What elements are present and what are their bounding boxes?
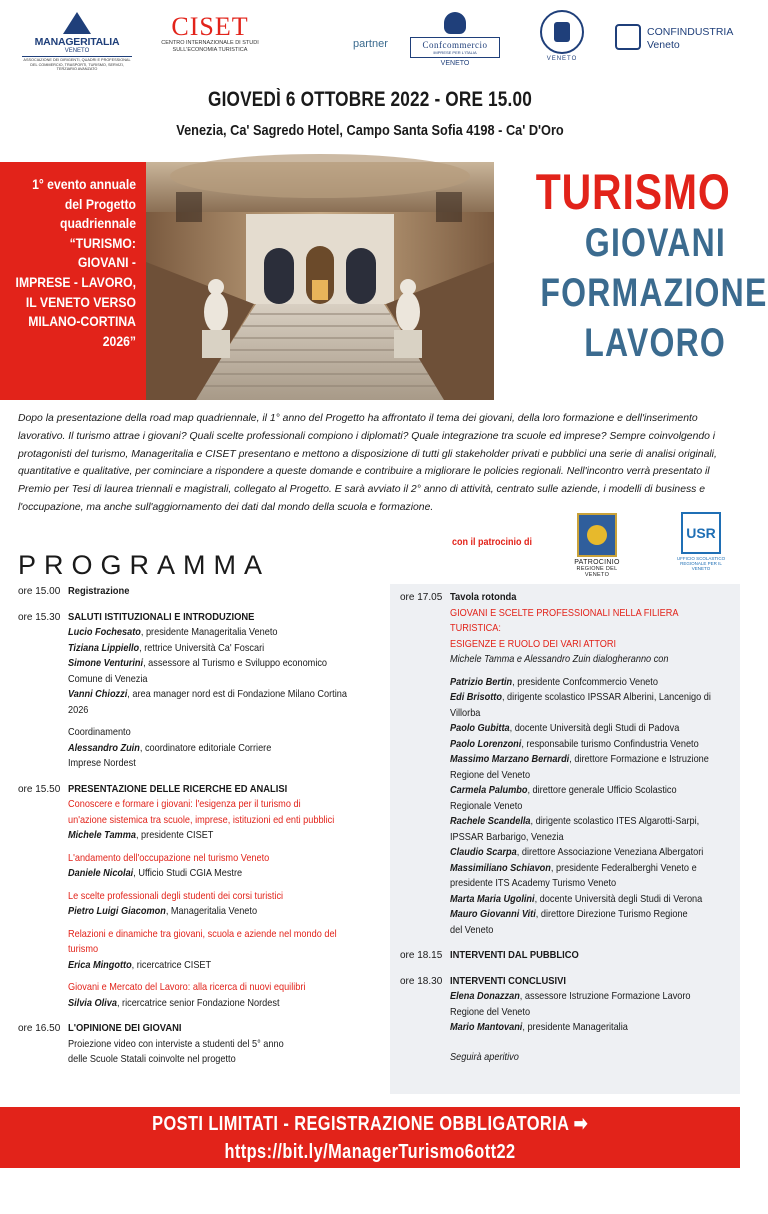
program-heading: Registrazione <box>68 586 130 597</box>
federalberghi-region: VENETO <box>546 56 578 62</box>
program-time: ore 15.30 <box>18 611 61 623</box>
program-entry <box>18 610 390 772</box>
project-description-line: IL VENETO VERSO <box>25 294 137 311</box>
speaker-name: Mario Mantovani <box>450 1022 523 1033</box>
spacer <box>68 973 390 980</box>
manageritalia-triangle-icon <box>63 12 91 34</box>
speaker-line <box>450 675 724 691</box>
project-description-line: del Progetto <box>64 196 136 213</box>
speaker-name: Silvia Oliva <box>68 997 117 1009</box>
speaker-line <box>68 641 390 657</box>
project-description-line: GIOVANI - <box>77 255 136 272</box>
speaker-role: , presidente Manageritalia Veneto <box>140 627 278 638</box>
speaker-role: , area manager nord est di Fondazione Milano Cortina <box>127 689 347 700</box>
program-text: Coordinamento <box>68 727 131 738</box>
speaker-name: Massimiliano Schiavon <box>450 862 551 874</box>
speaker-line <box>68 904 390 920</box>
speaker-name: Simone Venturini <box>68 658 144 669</box>
spacer <box>450 668 724 675</box>
program-text: Regione del Veneto <box>450 769 531 781</box>
talk-title: GIOVANI E SCELTE PROFESSIONALI NELLA FILIERA TURISTICA: <box>450 607 678 634</box>
speaker-line <box>68 656 390 672</box>
registration-banner <box>0 1107 740 1211</box>
speaker-name: Carmela Palumbo <box>450 785 528 796</box>
confcommercio-name: Confcommercio <box>422 40 488 50</box>
speaker-line <box>450 907 724 923</box>
speaker-role: , Ufficio Studi CGIA Mestre <box>133 868 243 879</box>
speaker-line <box>450 721 724 737</box>
program-time: ore 15.50 <box>18 783 61 795</box>
ciset-logo <box>160 14 260 54</box>
program-title: PROGRAMMA <box>18 550 271 580</box>
palazzo-staircase-photo <box>146 162 494 400</box>
speaker-role: , presidente Manageritalia <box>522 1022 628 1033</box>
speaker-role: , direttore Direzione Turismo Regione <box>535 909 688 920</box>
partner-label: partner <box>353 38 388 50</box>
program-time: ore 18.30 <box>400 975 443 987</box>
speaker-role: , direttore generale Ufficio Scolastico <box>527 785 677 796</box>
program-heading: L'OPINIONE DEI GIOVANI <box>68 1023 182 1034</box>
project-description-line: “TURISMO: <box>69 235 136 252</box>
project-description-line: 2026” <box>102 333 136 350</box>
program-heading: Tavola rotonda <box>450 592 517 603</box>
spacer <box>68 844 390 851</box>
speaker-line <box>68 996 390 1012</box>
project-description-line: MILANO-CORTINA <box>28 314 137 331</box>
project-description-text <box>7 176 136 352</box>
lion-shield-icon <box>577 513 617 557</box>
speaker-role: , dirigente scolastico ITES Algarotti-Sarpi, <box>530 816 700 827</box>
spacer <box>450 1036 724 1043</box>
speaker-name: Marta Maria Ugolini <box>450 893 535 905</box>
federalberghi-seal-icon <box>540 10 584 54</box>
speaker-line <box>450 690 724 706</box>
program-heading: SALUTI ISTITUZIONALI E INTRODUZIONE <box>68 611 255 623</box>
registration-link[interactable]: POSTI LIMITATI - REGISTRAZIONE OBBLIGATORIA ➡ https://bit.ly/ManagerTurismo6ott22 <box>152 1113 588 1163</box>
title-giovani: GIOVANI <box>584 221 726 265</box>
speaker-role: , assessore al Turismo e Sviluppo economico <box>143 658 328 669</box>
program-text: Comune di Venezia <box>68 673 148 685</box>
speaker-name: Paolo Gubitta <box>450 723 510 734</box>
usr-name: UFFICIO SCOLASTICO REGIONALE PER IL VENETO <box>676 556 726 571</box>
speaker-role: , docente Università degli Studi di Padova <box>509 723 680 734</box>
confindustria-region: Veneto <box>647 39 680 51</box>
speaker-line <box>450 737 724 753</box>
talk-title: turismo <box>68 944 99 955</box>
program-entry <box>400 590 724 938</box>
program-entry <box>18 782 390 1012</box>
speaker-name: Paolo Lorenzoni <box>450 738 522 750</box>
talk-title: Relazioni e dinamiche tra giovani, scuola e aziende nel mondo del <box>68 928 337 940</box>
manageritalia-region: VENETO <box>64 48 90 54</box>
program-left-column <box>0 584 390 1078</box>
title-formazione: FORMAZIONE <box>540 271 768 315</box>
confindustria-symbol-icon <box>615 24 641 50</box>
project-description-line: quadriennale <box>60 216 136 233</box>
title-lavoro: LAVORO <box>584 321 726 365</box>
talk-title: un'azione sistemica tra scuole, imprese, istituzioni ed enti pubblici <box>68 814 335 826</box>
spacer <box>68 920 390 927</box>
speaker-line <box>68 958 390 974</box>
talk-title: ESIGENZE E RUOLO DEI VARI ATTORI <box>450 638 617 650</box>
ciset-line1: CENTRO INTERNAZIONALE DI STUDI <box>161 40 259 46</box>
program-heading: INTERVENTI CONCLUSIVI <box>450 975 566 987</box>
speaker-line <box>68 828 390 844</box>
speaker-line <box>450 845 724 861</box>
intro-paragraph: Dopo la presentazione della road map quadriennale, il 1° anno del Progetto ha affrontato il tema dei giovani, della loro formazione e dell'inserimento lavorativo. Il turismo attrae i giovani? Quali scelte professionali compiono i diplomati? Quale integrazione tra scuole ed imprese? Sempre coinvolgendo i protagonisti del turismo, Manageritalia e CISET presentano e mettono a disposizione di tutti gli stakeholder privati e pubblici una serie di analisi originali, quantitative e qualitative, per cominciare a rispondere a queste domande e contribuire a migliorare le policies regionali. Nell'incontro verrà presentato il Premio per Tesi di laurea triennali e magistrali, collegato al Progetto. E sarà avviato il 2° anno di attività, centrato sulle aziende, i modelli di business e l'occupazione, ma anche sull'aggiornamento dei dati dal mondo della scuola e formazione. <box>18 413 717 513</box>
speaker-name: Elena Donazzan <box>450 991 520 1002</box>
speaker-name: Daniele Nicolai <box>68 868 134 879</box>
speaker-role: , dirigente scolastico IPSSAR Alberini, Lancenigo di <box>501 692 711 703</box>
partner-logos <box>0 10 740 78</box>
speaker-name: Patrizio Bertin <box>450 676 513 688</box>
speaker-line <box>68 866 390 882</box>
program-text: Villorba <box>450 707 481 719</box>
speaker-line <box>68 625 390 641</box>
manageritalia-name: MANAGERITALIA <box>34 36 120 48</box>
speaker-role: , direttore Formazione e Istruzione <box>569 754 709 765</box>
program-entry <box>400 974 724 1066</box>
speaker-role: , responsabile turismo Confindustria Veneto <box>521 738 699 750</box>
speaker-role: , presidente Federalberghi Veneto e <box>550 862 697 874</box>
program-time: ore 16.50 <box>18 1023 61 1034</box>
program-text: Regione del Veneto <box>450 1006 531 1018</box>
speaker-name: Tiziana Lippiello <box>68 642 140 654</box>
project-description-line: IMPRESE - LAVORO, <box>15 274 137 291</box>
usr-mark: USR <box>681 512 721 554</box>
program-text: del Veneto <box>450 924 494 936</box>
confcommercio-region: VENETO <box>440 60 470 67</box>
speaker-name: Erica Mingotto <box>68 959 132 971</box>
program-text: Imprese Nordest <box>68 758 136 769</box>
speaker-name: Alessandro Zuin <box>68 742 140 754</box>
program-text: Regionale Veneto <box>450 800 523 812</box>
speaker-line <box>450 752 724 768</box>
usr-veneto-logo <box>676 512 726 571</box>
program-time: ore 18.15 <box>400 950 443 961</box>
speaker-line <box>68 741 390 757</box>
talk-title: Conoscere e formare i giovani: l'esigenza per il turismo di <box>68 799 301 810</box>
speaker-name: Mauro Giovanni Viti <box>450 909 536 920</box>
manageritalia-logo <box>22 12 132 72</box>
spacer <box>450 1043 724 1050</box>
eagle-icon <box>444 12 466 34</box>
spacer <box>68 718 390 725</box>
regione-name: REGIONE DEL VENETO <box>576 566 618 578</box>
speaker-name: Vanni Chiozzi <box>68 689 128 700</box>
program-heading: INTERVENTI DAL PUBBLICO <box>450 950 579 961</box>
program-text: IPSSAR Barbarigo, Venezia <box>450 831 564 843</box>
speaker-name: Edi Brisotto <box>450 692 502 703</box>
speaker-role: , Manageritalia Veneto <box>165 906 258 917</box>
speaker-role: , docente Università degli Studi di Verona <box>534 893 703 905</box>
confcommercio-logo <box>410 12 500 67</box>
speaker-name: Massimo Marzano Bernardi <box>450 754 570 765</box>
speaker-role: , assessore Istruzione Formazione Lavoro <box>519 991 691 1002</box>
patronage-label: con il patrocinio di <box>452 537 533 548</box>
ciset-line2: SULL'ECONOMIA TURISTICA <box>172 47 248 53</box>
program-text: presidente ITS Academy Turismo Veneto <box>450 878 617 889</box>
event-date: GIOVEDÌ 6 OTTOBRE 2022 - ORE 15.00 <box>208 88 532 111</box>
program-text: 2026 <box>68 704 89 716</box>
regione-patrocinio-text: PATROCINIO <box>574 559 620 566</box>
talk-title: L'andamento dell'occupazione nel turismo Veneto <box>68 852 270 864</box>
speaker-line <box>450 1020 724 1036</box>
speaker-role: , ricercatrice senior Fondazione Nordest <box>116 997 280 1009</box>
speaker-name: Pietro Luigi Giacomon <box>68 906 166 917</box>
speaker-role: , coordinatore editoriale Corriere <box>139 742 272 754</box>
event-title-block <box>494 162 768 400</box>
speaker-name: Michele Tamma <box>68 830 136 841</box>
speaker-role: , direttore Associazione Veneziana Albergatori <box>516 847 704 858</box>
program-entry <box>18 584 390 600</box>
speaker-line <box>450 783 724 799</box>
speaker-line <box>450 989 724 1005</box>
streaming-info: DIRETTA STREAMING SUI CANALI YOUTUBE, FACEBOOK E LINKEDIN DI MANAGERITALIA <box>100 1168 640 1211</box>
speaker-name: Lucio Fochesato <box>68 627 141 638</box>
program-heading: PRESENTAZIONE DELLE RICERCHE ED ANALISI <box>68 783 288 795</box>
program-time: ore 15.00 <box>18 586 61 597</box>
spacer <box>68 882 390 889</box>
speaker-line <box>450 892 724 908</box>
program-entry <box>18 1021 390 1068</box>
program-text: Proiezione video con interviste a studenti del 5° anno <box>68 1038 284 1050</box>
program-text: delle Scuole Statali coinvolte nel progetto <box>68 1054 236 1065</box>
program-note: Seguirà aperitivo <box>450 1051 519 1063</box>
speaker-role: , rettrice Università Ca' Foscari <box>139 642 265 654</box>
program-note: Michele Tamma e Alessandro Zuin dialogheranno con <box>450 654 669 665</box>
project-description-box <box>0 162 146 400</box>
program-entry <box>400 948 724 964</box>
speaker-line <box>68 687 390 703</box>
program-right-column <box>390 584 740 1094</box>
talk-title: Giovani e Mercato del Lavoro: alla ricerca di nuovi equilibri <box>68 982 306 993</box>
confindustria-name: CONFINDUSTRIA <box>647 26 734 38</box>
speaker-role: , presidente Confcommercio Veneto <box>512 676 658 688</box>
speaker-name: Rachele Scandella <box>450 816 531 827</box>
talk-title: Le scelte professionali degli studenti dei corsi turistici <box>68 890 284 902</box>
speaker-line <box>450 814 724 830</box>
program-time: ore 17.05 <box>400 592 443 603</box>
manageritalia-tagline: ASSOCIAZIONE DEI DIRIGENTI, QUADRI E PROFESSIONAL DEL COMMERCIO, TRASPORTI, TURISMO, SERVIZI, TERZIARIO AVANZATO <box>23 58 131 72</box>
speaker-line <box>450 861 724 877</box>
speaker-role: , ricercatrice CISET <box>131 959 212 971</box>
regione-veneto-logo <box>566 513 628 578</box>
confcommercio-sub: IMPRESE PER L'ITALIA <box>433 50 477 55</box>
speaker-name: Claudio Scarpa <box>450 847 517 858</box>
ciset-name: CISET <box>171 12 249 41</box>
title-turismo: TURISMO <box>535 164 731 220</box>
speaker-role: , presidente CISET <box>135 830 214 841</box>
event-place: Venezia, Ca' Sagredo Hotel, Campo Santa Sofia 4198 - Ca' D'Oro <box>176 122 564 139</box>
federalberghi-logo <box>537 10 587 62</box>
project-description-line: 1° evento annuale <box>32 177 136 193</box>
